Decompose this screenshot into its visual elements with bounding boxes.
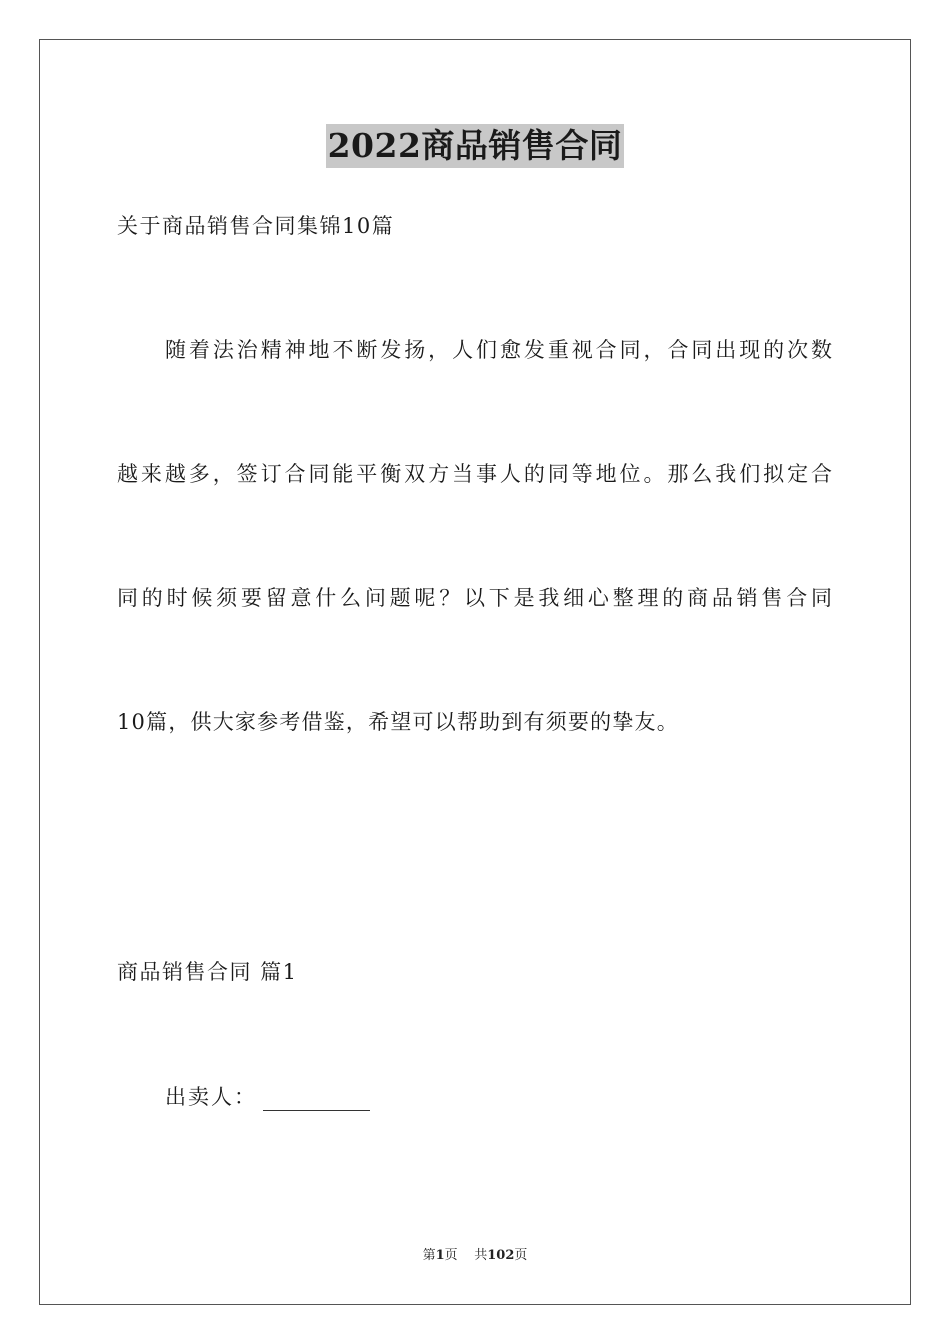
footer-page-prefix: 第: [422, 1248, 436, 1263]
intro-line-1: 随着法治精神地不断发扬，人们愈发重视合同，合同出现的次数: [165, 338, 832, 362]
title-container: [0, 124, 950, 168]
seller-label: 出卖人：: [165, 1085, 257, 1109]
footer-page-number: 1: [435, 1248, 445, 1263]
footer-total-prefix: 共: [474, 1248, 488, 1263]
document-title: 2022商品销售合同: [326, 124, 625, 168]
intro-line-4: 10篇，供大家参考借鉴，希望可以帮助到有须要的挚友。: [117, 710, 679, 734]
intro-line-3: 同的时候须要留意什么问题呢？以下是我细心整理的商品销售合同: [117, 586, 832, 610]
page-footer: [0, 1247, 950, 1265]
seller-field: [165, 1083, 885, 1111]
section-heading: 商品销售合同 篇1: [117, 960, 298, 984]
footer-total-pages: 102: [487, 1248, 515, 1263]
document-subtitle: 关于商品销售合同集锦10篇: [117, 214, 395, 238]
footer-total-suffix: 页: [514, 1248, 528, 1263]
footer-page-suffix: 页: [444, 1248, 458, 1263]
seller-blank-line: [263, 1088, 370, 1111]
intro-line-2: 越来越多，签订合同能平衡双方当事人的同等地位。那么我们拟定合: [117, 462, 832, 486]
